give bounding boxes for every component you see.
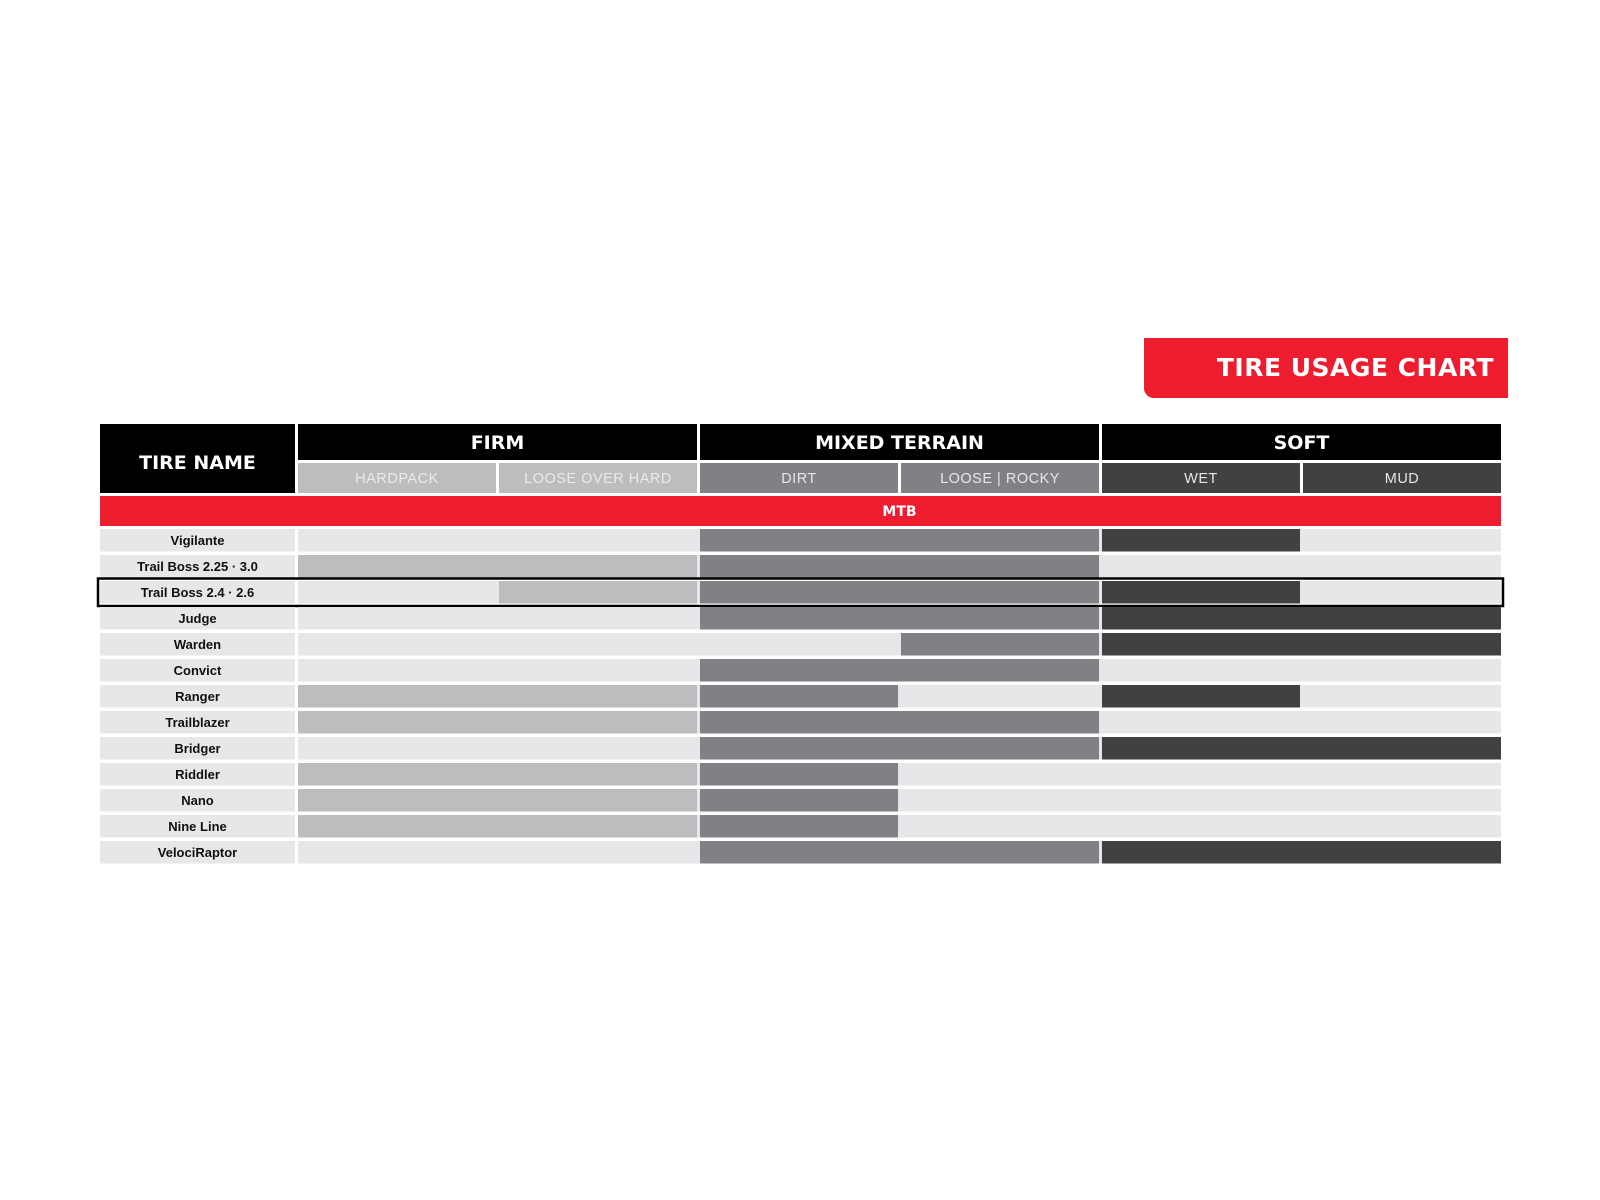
row-name-label: Warden <box>173 637 222 652</box>
column-header-label-dirt: DIRT <box>781 471 817 487</box>
usage-bar-dirt <box>700 607 1099 630</box>
row-name-label: Bridger <box>174 741 221 756</box>
chart-title: TIRE USAGE CHART <box>1144 338 1508 398</box>
category-band <box>100 496 1501 526</box>
usage-bar-hardpack <box>298 711 697 734</box>
usage-bar-wet <box>1102 581 1300 604</box>
row-name-label: Ranger <box>175 689 220 704</box>
usage-bar-wet <box>1102 685 1300 708</box>
group-header-label-soft: SOFT <box>1273 432 1330 454</box>
row-name-label: Trail Boss 2.4 · 2.6 <box>140 585 255 600</box>
row-name-label: Convict <box>173 663 222 678</box>
group-header-label-firm: FIRM <box>470 432 525 454</box>
usage-bar-loose-rocky <box>901 633 1099 656</box>
row-name-label: VelociRaptor <box>157 845 238 860</box>
usage-bar-dirt <box>700 555 1099 578</box>
usage-bar-dirt <box>700 841 1099 864</box>
usage-bar-dirt <box>700 685 898 708</box>
usage-bar-dirt <box>700 763 898 786</box>
usage-bar-dirt <box>700 789 898 812</box>
usage-bar-hardpack <box>298 685 697 708</box>
row-name-label: Trail Boss 2.25 · 3.0 <box>137 559 258 574</box>
row-name-label: Nine Line <box>168 819 227 834</box>
usage-bar-hardpack <box>298 555 697 578</box>
usage-bar-dirt <box>700 737 1099 760</box>
row-name-label: Vigilante <box>170 533 225 548</box>
column-header-label-loose-rocky: LOOSE | ROCKY <box>940 471 1060 487</box>
usage-bar-dirt <box>700 815 898 838</box>
usage-bar-wet <box>1102 529 1300 552</box>
usage-bar-dirt <box>700 529 1099 552</box>
usage-bar-wet <box>1102 633 1501 656</box>
category-band-label: MTB <box>882 504 917 520</box>
column-header-label-hardpack: HARDPACK <box>355 471 439 487</box>
usage-bar-loose-over-hard <box>499 581 697 604</box>
usage-bar-dirt <box>700 581 1099 604</box>
usage-bar-dirt <box>700 711 1099 734</box>
column-header-label-mud: MUD <box>1384 471 1420 487</box>
usage-bar-wet <box>1102 737 1501 760</box>
usage-bar-wet <box>1102 841 1501 864</box>
row-name-label: Judge <box>178 611 217 626</box>
usage-bar-wet <box>1102 607 1501 630</box>
usage-bar-hardpack <box>298 789 697 812</box>
row-name-label: Trailblazer <box>165 715 230 730</box>
usage-bar-hardpack <box>298 815 697 838</box>
usage-bar-hardpack <box>298 763 697 786</box>
tire-name-header-label: TIRE NAME <box>139 452 256 474</box>
group-header-label-mixed-terrain: MIXED TERRAIN <box>815 432 984 454</box>
column-header-label-wet: WET <box>1184 471 1218 487</box>
row-name-label: Nano <box>181 793 214 808</box>
column-header-label-loose-over-hard: LOOSE OVER HARD <box>524 471 672 487</box>
row-name-label: Riddler <box>175 767 220 782</box>
usage-bar-dirt <box>700 659 1099 682</box>
